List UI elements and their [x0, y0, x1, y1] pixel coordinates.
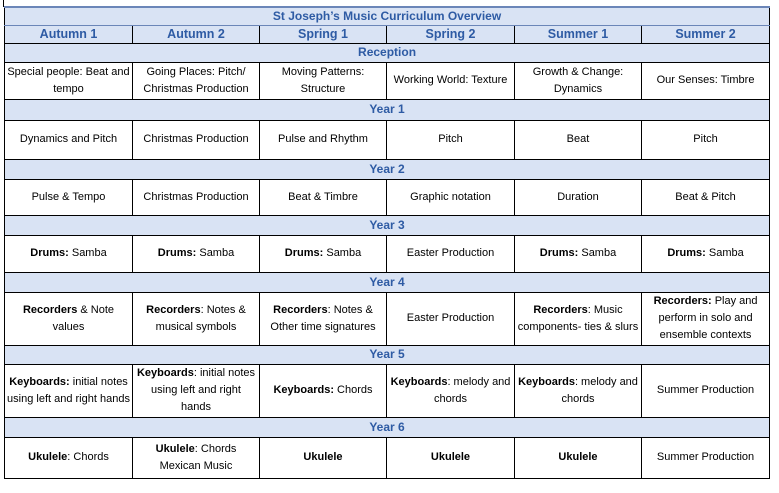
- cell-text: Samba: [323, 247, 362, 259]
- term-header-spring-1[interactable]: Spring 1: [260, 25, 387, 43]
- cell-year-4-4[interactable]: [387, 292, 515, 345]
- cell-instrument: Recorders: [533, 303, 588, 316]
- cell-year-5-6[interactable]: [642, 364, 770, 417]
- cell-text: Working World: Texture: [393, 74, 508, 86]
- cell-text: : Music components- ties & slurs: [517, 303, 639, 333]
- term-header-row: [5, 25, 770, 43]
- cell-instrument: Keyboards: [518, 375, 575, 388]
- section-row-reception: [5, 43, 770, 62]
- section-row-year-6: [5, 417, 770, 437]
- term-header-autumn-1[interactable]: Autumn 1: [5, 25, 133, 43]
- cell-text: : initial notes using left and right hands: [151, 367, 255, 413]
- section-header-year-6[interactable]: Year 6: [5, 417, 770, 437]
- section-header-year-4[interactable]: Year 4: [5, 272, 770, 292]
- cell-instrument: Keyboards:: [273, 384, 334, 396]
- section-row-year-1: [5, 99, 770, 120]
- cell-text: Pulse & Tempo: [31, 190, 106, 203]
- cell-year-2-1[interactable]: [5, 179, 133, 215]
- cell-year-2-5[interactable]: [515, 179, 642, 215]
- section-header-year-5[interactable]: Year 5: [5, 345, 770, 364]
- cell-year-6-2[interactable]: [133, 437, 260, 478]
- cell-text: Chords: [334, 384, 373, 396]
- cell-text: Our Senses: Timbre: [656, 74, 755, 86]
- content-row-reception: [5, 62, 770, 99]
- cell-text: & Note values: [52, 303, 115, 333]
- cell-text: Samba: [578, 247, 617, 259]
- cell-text: Pitch: [438, 133, 463, 145]
- section-header-year-1[interactable]: Year 1: [5, 99, 770, 120]
- content-row-year-1: [5, 120, 770, 159]
- cell-reception-1[interactable]: [5, 62, 133, 99]
- cell-year-5-4[interactable]: [387, 364, 515, 417]
- cell-year-5-1[interactable]: [5, 364, 133, 417]
- term-header-autumn-2[interactable]: Autumn 2: [133, 25, 260, 43]
- cell-year-3-6[interactable]: [642, 235, 770, 272]
- section-row-year-5: [5, 345, 770, 364]
- cell-text: initial notes using left and right hands: [7, 375, 130, 405]
- cell-text: Going Places: Pitch/ Christmas Production: [143, 65, 249, 95]
- cell-year-4-3[interactable]: [260, 292, 387, 345]
- cell-text: Christmas Production: [143, 190, 249, 203]
- cell-year-3-2[interactable]: [133, 235, 260, 272]
- title-row: [5, 7, 770, 25]
- content-row-year-2: [5, 179, 770, 215]
- cell-instrument: Keyboards: [136, 367, 194, 379]
- cell-text: Pitch: [693, 133, 718, 145]
- cell-year-6-6[interactable]: [642, 437, 770, 478]
- cell-year-5-5[interactable]: [515, 364, 642, 417]
- section-header-reception[interactable]: Reception: [5, 43, 770, 62]
- cell-year-1-2[interactable]: [133, 120, 260, 159]
- cell-text: Samba: [68, 247, 107, 259]
- cell-instrument: Ukulele: [430, 451, 471, 463]
- cell-instrument: Recorders:: [653, 295, 712, 307]
- term-header-summer-1[interactable]: Summer 1: [515, 25, 642, 43]
- cell-instrument: Recorders: [273, 303, 328, 316]
- term-header-summer-2[interactable]: Summer 2: [642, 25, 770, 43]
- cell-year-2-6[interactable]: [642, 179, 770, 215]
- cell-year-4-5[interactable]: [515, 292, 642, 345]
- cell-text: Easter Production: [406, 247, 495, 259]
- cell-instrument: Drums:: [667, 247, 706, 259]
- cell-year-4-2[interactable]: [133, 292, 260, 345]
- section-row-year-2: [5, 159, 770, 179]
- cell-text: Easter Production: [406, 312, 495, 324]
- cell-year-5-3[interactable]: [260, 364, 387, 417]
- cell-year-3-4[interactable]: [387, 235, 515, 272]
- cell-year-3-3[interactable]: [260, 235, 387, 272]
- cell-reception-4[interactable]: [387, 62, 515, 99]
- section-row-year-3: [5, 215, 770, 235]
- cell-text: Moving Patterns: Structure: [281, 65, 365, 95]
- cell-text: Duration: [557, 190, 599, 203]
- content-row-year-4: [5, 292, 770, 345]
- cell-text: Beat: [566, 133, 590, 145]
- cell-instrument: Recorders: [146, 303, 201, 316]
- cell-text: Samba: [196, 247, 235, 259]
- cell-text: Samba: [705, 247, 744, 259]
- cell-year-2-4[interactable]: [387, 179, 515, 215]
- cell-text: : Chords: [67, 451, 109, 463]
- cell-reception-5[interactable]: [515, 62, 642, 99]
- cell-year-5-2[interactable]: [133, 364, 260, 417]
- cell-year-1-6[interactable]: [642, 120, 770, 159]
- term-header-spring-2[interactable]: Spring 2: [387, 25, 515, 43]
- cell-year-6-4[interactable]: [387, 437, 515, 478]
- cell-instrument: Drums:: [30, 247, 69, 259]
- cell-text: Graphic notation: [410, 190, 491, 203]
- section-header-year-3[interactable]: Year 3: [5, 215, 770, 235]
- cell-year-3-5[interactable]: [515, 235, 642, 272]
- cell-text: Special people: Beat and tempo: [7, 65, 130, 95]
- cell-year-4-1[interactable]: [5, 292, 133, 345]
- cell-year-1-1[interactable]: [5, 120, 133, 159]
- cell-instrument: Ukulele: [155, 442, 195, 455]
- cell-text: Beat & Pitch: [675, 190, 736, 203]
- cell-year-6-5[interactable]: [515, 437, 642, 478]
- content-row-year-6: [5, 437, 770, 478]
- cell-text: : Notes & musical symbols: [155, 303, 246, 333]
- cell-text: Beat & Timbre: [288, 190, 358, 203]
- cell-year-6-3[interactable]: [260, 437, 387, 478]
- cell-text: Summer Production: [656, 384, 755, 396]
- content-row-year-5: [5, 364, 770, 417]
- cell-year-2-2[interactable]: [133, 179, 260, 215]
- cell-year-1-5[interactable]: [515, 120, 642, 159]
- cell-reception-6[interactable]: [642, 62, 770, 99]
- cell-instrument: Ukulele: [303, 451, 343, 463]
- section-row-year-4: [5, 272, 770, 292]
- cell-text: Christmas Production: [143, 133, 249, 145]
- cell-year-4-6[interactable]: [642, 292, 770, 345]
- cell-text: : melody and chords: [561, 375, 638, 405]
- cell-text: Dynamics and Pitch: [19, 133, 118, 145]
- cell-text: Pulse and Rhythm: [278, 133, 368, 145]
- cell-year-6-1[interactable]: [5, 437, 133, 478]
- cell-text: Summer Production: [656, 451, 755, 463]
- page-title[interactable]: St Joseph’s Music Curriculum Overview: [5, 7, 770, 25]
- cell-text: Play and perform in solo and ensemble contexts: [658, 295, 758, 341]
- cell-instrument: Drums:: [157, 247, 197, 259]
- curriculum-table: [4, 6, 770, 479]
- cell-text: : melody and chords: [433, 375, 511, 405]
- cell-instrument: Keyboards: [390, 375, 448, 388]
- cell-instrument: Recorders: [22, 303, 78, 316]
- cell-instrument: Keyboards:: [9, 375, 70, 388]
- section-header-year-2[interactable]: Year 2: [5, 159, 770, 179]
- cell-instrument: Ukulele: [558, 451, 598, 463]
- cell-year-1-4[interactable]: [387, 120, 515, 159]
- cell-reception-3[interactable]: [260, 62, 387, 99]
- cell-instrument: Ukulele: [28, 451, 68, 463]
- cell-year-2-3[interactable]: [260, 179, 387, 215]
- cell-instrument: Drums:: [539, 247, 579, 259]
- cell-text: Growth & Change: Dynamics: [532, 65, 624, 95]
- cell-instrument: Drums:: [284, 247, 324, 259]
- cell-text: : Notes & Other time signatures: [270, 303, 376, 333]
- cell-year-3-1[interactable]: [5, 235, 133, 272]
- content-row-year-3: [5, 235, 770, 272]
- cell-reception-2[interactable]: [133, 62, 260, 99]
- cell-text: : Chords Mexican Music: [159, 442, 237, 472]
- cell-year-1-3[interactable]: [260, 120, 387, 159]
